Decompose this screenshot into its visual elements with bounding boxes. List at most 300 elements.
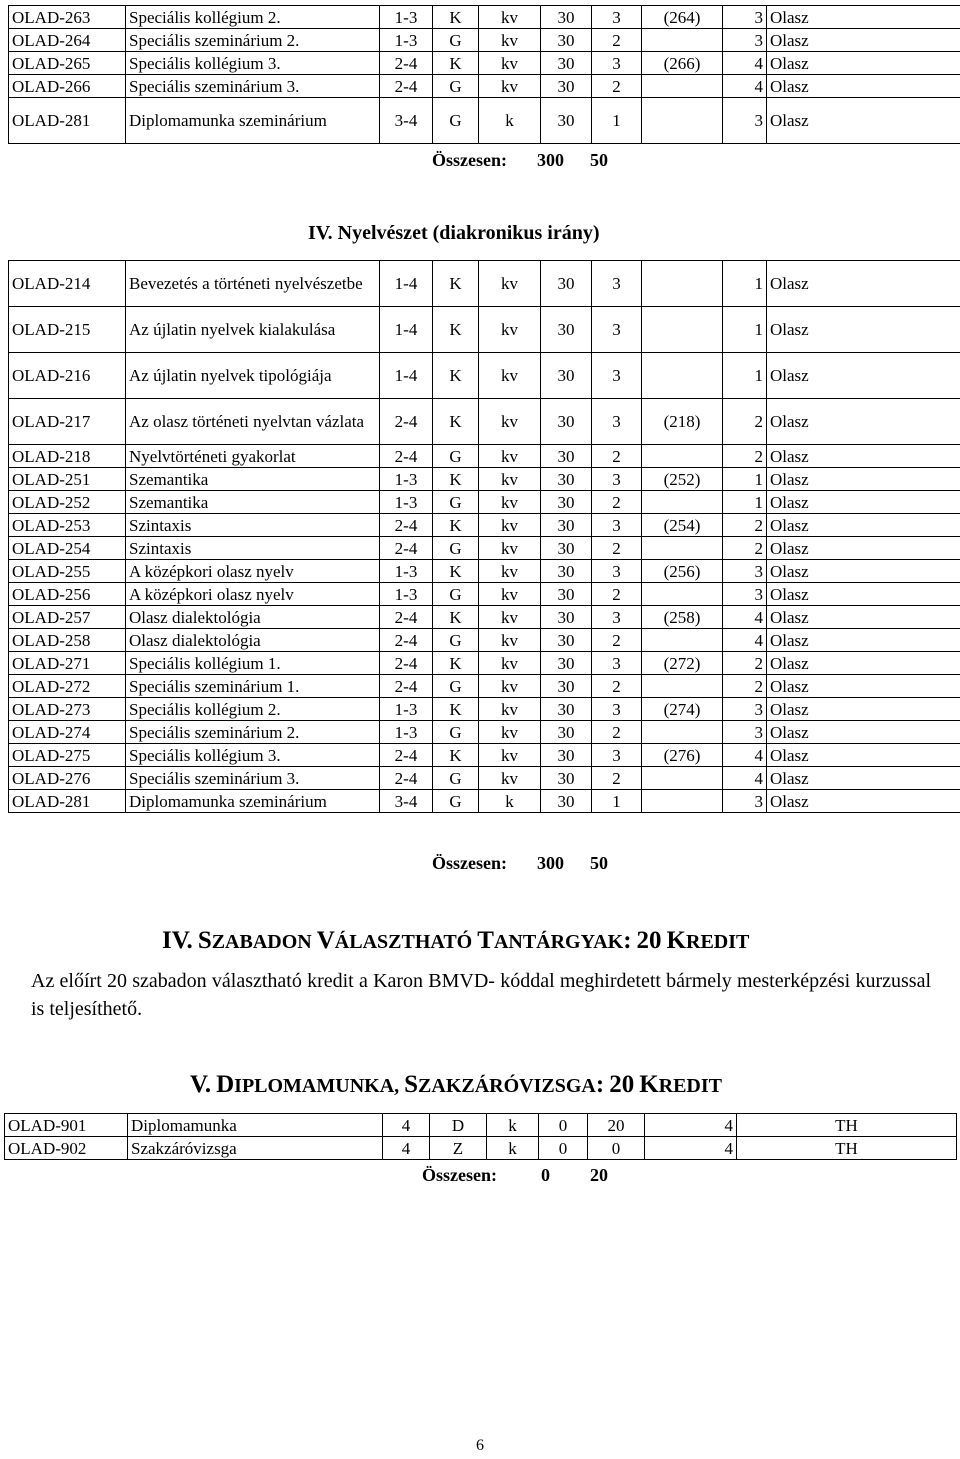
recommended-semester: 3: [723, 6, 767, 29]
credit: 3: [592, 744, 642, 767]
hours: 30: [541, 29, 592, 52]
hours: 30: [541, 98, 592, 144]
prerequisite: [642, 491, 723, 514]
hours: 30: [541, 790, 592, 813]
course-code: OLAD-266: [9, 75, 126, 98]
semester: 1-4: [380, 261, 433, 307]
total-label: Összesen:: [432, 150, 507, 170]
hours: 30: [541, 445, 592, 468]
table-row: [9, 698, 960, 721]
course-name: Az olasz történeti nyelvtan vázlata: [126, 399, 380, 445]
course-name: Speciális szeminárium 1.: [126, 675, 380, 698]
prerequisite: (254): [642, 514, 723, 537]
language: Olasz: [767, 399, 960, 445]
language: Olasz: [767, 52, 960, 75]
language: Olasz: [767, 6, 960, 29]
recommended-semester: 1: [723, 468, 767, 491]
semester: 1-3: [380, 583, 433, 606]
title-rest: ZABADON: [211, 931, 317, 953]
elective-paragraph: Az előírt 20 szabadon választható kredit a Karon BMVD- kóddal meghirdetett bármely mesterképzési kurzussal is teljesíthető.: [31, 970, 931, 1020]
table-row: [9, 307, 960, 353]
course-name: Az újlatin nyelvek kialakulása: [126, 307, 380, 353]
credit: 0: [588, 1137, 645, 1160]
section-v-heading: [190, 1071, 722, 1099]
evaluation: kv: [479, 560, 541, 583]
course-name: Diplomamunka: [128, 1114, 383, 1137]
course-code: OLAD-264: [9, 29, 126, 52]
prerequisite: [642, 307, 723, 353]
semester: 2-4: [380, 606, 433, 629]
prerequisite: [642, 790, 723, 813]
course-type: G: [433, 491, 479, 514]
table-row: [5, 1137, 957, 1160]
title-rest: IPLOMAMUNKA: [234, 1075, 395, 1097]
course-type: K: [433, 744, 479, 767]
course-code: OLAD-274: [9, 721, 126, 744]
course-code: OLAD-256: [9, 583, 126, 606]
evaluation: kv: [479, 491, 541, 514]
semester: 1-3: [380, 468, 433, 491]
section-iv-heading: [162, 927, 749, 955]
recommended-semester: 4: [723, 629, 767, 652]
language: Olasz: [767, 767, 960, 790]
semester: 2-4: [380, 399, 433, 445]
credit: 3: [592, 353, 642, 399]
course-name: A középkori olasz nyelv: [126, 583, 380, 606]
language: Olasz: [767, 307, 960, 353]
course-name: Diplomamunka szeminárium: [126, 790, 380, 813]
credit-count: 20: [609, 1071, 635, 1098]
table-row: [9, 652, 960, 675]
title-initial: K: [666, 927, 686, 954]
evaluation: kv: [479, 29, 541, 52]
prerequisite: [642, 675, 723, 698]
evaluation: k: [487, 1114, 539, 1137]
table-row: [9, 583, 960, 606]
course-name: Szakzáróvizsga: [128, 1137, 383, 1160]
top-course-table: [8, 5, 960, 144]
language: Olasz: [767, 468, 960, 491]
title-initial: V: [316, 927, 335, 954]
recommended-semester: 3: [723, 790, 767, 813]
course-code: OLAD-218: [9, 445, 126, 468]
course-code: OLAD-272: [9, 675, 126, 698]
language: Olasz: [767, 629, 960, 652]
credit: 1: [592, 790, 642, 813]
title-rest: ANTÁRGYAK: [493, 931, 624, 953]
title-rest: ,: [394, 1075, 405, 1097]
table-row: [9, 468, 960, 491]
course-code: OLAD-902: [5, 1137, 128, 1160]
evaluation: k: [479, 790, 541, 813]
table-row: [9, 98, 960, 144]
evaluation: k: [479, 98, 541, 144]
prerequisite: (266): [642, 52, 723, 75]
diploma-table: [4, 1113, 957, 1160]
language: Olasz: [767, 790, 960, 813]
table-row: [9, 744, 960, 767]
course-name: Bevezetés a történeti nyelvészetbe: [126, 261, 380, 307]
course-type: G: [433, 537, 479, 560]
table-row: [9, 75, 960, 98]
course-name: Speciális kollégium 1.: [126, 652, 380, 675]
prerequisite: (274): [642, 698, 723, 721]
hours: 30: [541, 514, 592, 537]
course-type: K: [433, 399, 479, 445]
total-credit: 20: [590, 1165, 608, 1185]
credit: 2: [592, 75, 642, 98]
title-initial: K: [639, 1071, 659, 1098]
evaluation: kv: [479, 698, 541, 721]
course-code: OLAD-276: [9, 767, 126, 790]
title-rest: REDIT: [658, 1075, 722, 1097]
table-row: [9, 537, 960, 560]
hours: 30: [541, 560, 592, 583]
language: Olasz: [767, 29, 960, 52]
recommended-semester: 3: [723, 583, 767, 606]
course-code: OLAD-215: [9, 307, 126, 353]
total-label: Összesen:: [422, 1165, 497, 1185]
credit: 2: [592, 629, 642, 652]
course-code: OLAD-281: [9, 98, 126, 144]
hours: 30: [541, 583, 592, 606]
semester: 2-4: [380, 675, 433, 698]
recommended-semester: 2: [723, 537, 767, 560]
course-code: OLAD-251: [9, 468, 126, 491]
prerequisite: [642, 75, 723, 98]
semester: 1-3: [380, 6, 433, 29]
prerequisite: (272): [642, 652, 723, 675]
semester: 1-3: [380, 698, 433, 721]
recommended-semester: 1: [723, 491, 767, 514]
hours: 30: [541, 353, 592, 399]
course-type: K: [433, 560, 479, 583]
prerequisite: (256): [642, 560, 723, 583]
credit: 2: [592, 491, 642, 514]
title-rest: ZAKZÁRÓVIZSGA: [418, 1075, 596, 1097]
hours: 30: [541, 75, 592, 98]
language: Olasz: [767, 98, 960, 144]
course-type: K: [433, 353, 479, 399]
course-name: Speciális kollégium 2.: [126, 698, 380, 721]
course-name: Olasz dialektológia: [126, 606, 380, 629]
semester: 2-4: [380, 52, 433, 75]
title-initial: S: [404, 1071, 419, 1098]
recommended-semester: 1: [723, 353, 767, 399]
evaluation: k: [487, 1137, 539, 1160]
course-name: Speciális szeminárium 2.: [126, 721, 380, 744]
course-type: G: [433, 790, 479, 813]
course-code: OLAD-901: [5, 1114, 128, 1137]
course-name: Nyelvtörténeti gyakorlat: [126, 445, 380, 468]
credit: 3: [592, 560, 642, 583]
language: Olasz: [767, 514, 960, 537]
table-row: [9, 6, 960, 29]
credit: 2: [592, 445, 642, 468]
credit: 2: [592, 29, 642, 52]
prerequisite: [642, 629, 723, 652]
course-code: OLAD-214: [9, 261, 126, 307]
course-type: G: [433, 629, 479, 652]
language: Olasz: [767, 606, 960, 629]
evaluation: kv: [479, 583, 541, 606]
total-hours: 300: [537, 853, 564, 873]
evaluation: kv: [479, 721, 541, 744]
hours: 30: [541, 491, 592, 514]
credit: 3: [592, 399, 642, 445]
course-code: OLAD-281: [9, 790, 126, 813]
recommended-semester: 3: [723, 560, 767, 583]
credit: 3: [592, 606, 642, 629]
semester: 4: [383, 1114, 430, 1137]
title-rest: ÁLASZTHATÓ: [334, 931, 478, 953]
table-row: [9, 560, 960, 583]
course-type: G: [433, 445, 479, 468]
title-colon: :: [623, 927, 632, 954]
table-row: [9, 767, 960, 790]
recommended-semester: 4: [723, 75, 767, 98]
course-code: OLAD-257: [9, 606, 126, 629]
table-row: [9, 491, 960, 514]
total-hours: 300: [537, 150, 564, 170]
table-row: [9, 629, 960, 652]
course-type: G: [433, 583, 479, 606]
course-type: K: [433, 6, 479, 29]
evaluation: kv: [479, 468, 541, 491]
table-row: [9, 445, 960, 468]
evaluation: kv: [479, 537, 541, 560]
evaluation: kv: [479, 445, 541, 468]
language: TH: [737, 1137, 957, 1160]
language: Olasz: [767, 261, 960, 307]
course-name: Speciális szeminárium 3.: [126, 75, 380, 98]
credit: 20: [588, 1114, 645, 1137]
language: Olasz: [767, 583, 960, 606]
semester: 2-4: [380, 744, 433, 767]
prerequisite: [642, 721, 723, 744]
course-type: G: [433, 675, 479, 698]
semester: 3-4: [380, 98, 433, 144]
recommended-semester: 1: [723, 307, 767, 353]
title-colon: :: [595, 1071, 605, 1098]
table-row: [9, 353, 960, 399]
hours: 30: [541, 537, 592, 560]
table-row: [9, 52, 960, 75]
credit: 3: [592, 514, 642, 537]
credit: 3: [592, 52, 642, 75]
credit-count: 20: [636, 927, 662, 954]
course-type: Z: [430, 1137, 487, 1160]
recommended-semester: 4: [723, 767, 767, 790]
course-code: OLAD-271: [9, 652, 126, 675]
course-code: OLAD-255: [9, 560, 126, 583]
course-code: OLAD-275: [9, 744, 126, 767]
course-name: Olasz dialektológia: [126, 629, 380, 652]
language: Olasz: [767, 675, 960, 698]
credit: 3: [592, 261, 642, 307]
language: TH: [737, 1114, 957, 1137]
hours: 30: [541, 698, 592, 721]
credit: 1: [592, 98, 642, 144]
title-initial: S: [197, 927, 212, 954]
language: Olasz: [767, 698, 960, 721]
language: Olasz: [767, 744, 960, 767]
recommended-semester: 4: [723, 52, 767, 75]
course-name: Speciális szeminárium 2.: [126, 29, 380, 52]
total-hours: 0: [541, 1165, 550, 1185]
prerequisite: [642, 261, 723, 307]
table-row: [9, 675, 960, 698]
table-row: [9, 606, 960, 629]
evaluation: kv: [479, 52, 541, 75]
course-type: K: [433, 261, 479, 307]
hours: 0: [539, 1137, 588, 1160]
prerequisite: (276): [642, 744, 723, 767]
table-row: [9, 514, 960, 537]
course-name: Szintaxis: [126, 514, 380, 537]
course-type: D: [430, 1114, 487, 1137]
hours: 30: [541, 744, 592, 767]
credit: 2: [592, 583, 642, 606]
subsection-title: IV. Nyelvészet (diakronikus irány): [308, 222, 600, 244]
semester: 2-4: [380, 445, 433, 468]
semester: 3-4: [380, 790, 433, 813]
prerequisite: [642, 29, 723, 52]
prerequisite: (264): [642, 6, 723, 29]
course-type: K: [433, 698, 479, 721]
credit: 3: [592, 698, 642, 721]
course-type: G: [433, 721, 479, 744]
recommended-semester: 2: [723, 445, 767, 468]
hours: 30: [541, 468, 592, 491]
recommended-semester: 3: [723, 29, 767, 52]
course-type: G: [433, 98, 479, 144]
title-rest: REDIT: [686, 931, 750, 953]
evaluation: kv: [479, 652, 541, 675]
hours: 0: [539, 1114, 588, 1137]
table-row: [9, 261, 960, 307]
prerequisite: [642, 583, 723, 606]
language: Olasz: [767, 537, 960, 560]
recommended-semester: 2: [723, 514, 767, 537]
credit: 2: [592, 767, 642, 790]
course-name: Szemantika: [126, 491, 380, 514]
evaluation: kv: [479, 629, 541, 652]
course-code: OLAD-252: [9, 491, 126, 514]
total-credit: 50: [590, 853, 608, 873]
recommended-semester: 1: [723, 261, 767, 307]
evaluation: kv: [479, 75, 541, 98]
prerequisite: [642, 353, 723, 399]
main-table-total: [0, 853, 960, 877]
section-number: V.: [190, 1071, 212, 1098]
language: Olasz: [767, 652, 960, 675]
page-number: 6: [476, 1437, 484, 1454]
language: Olasz: [767, 445, 960, 468]
recommended-semester: 4: [645, 1137, 737, 1160]
semester: 2-4: [380, 537, 433, 560]
evaluation: kv: [479, 399, 541, 445]
evaluation: kv: [479, 606, 541, 629]
course-type: K: [433, 52, 479, 75]
evaluation: kv: [479, 6, 541, 29]
course-type: G: [433, 75, 479, 98]
course-name: Szintaxis: [126, 537, 380, 560]
hours: 30: [541, 629, 592, 652]
title-initial: D: [216, 1071, 235, 1098]
recommended-semester: 2: [723, 652, 767, 675]
table-row: [9, 790, 960, 813]
semester: 1-3: [380, 721, 433, 744]
course-code: OLAD-254: [9, 537, 126, 560]
recommended-semester: 3: [723, 721, 767, 744]
hours: 30: [541, 652, 592, 675]
course-type: K: [433, 468, 479, 491]
evaluation: kv: [479, 514, 541, 537]
main-course-table: [8, 260, 960, 813]
prerequisite: [642, 445, 723, 468]
course-name: Speciális szeminárium 3.: [126, 767, 380, 790]
hours: 30: [541, 675, 592, 698]
credit: 3: [592, 307, 642, 353]
course-code: OLAD-258: [9, 629, 126, 652]
prerequisite: (258): [642, 606, 723, 629]
language: Olasz: [767, 75, 960, 98]
table-row: [9, 29, 960, 52]
prerequisite: [642, 767, 723, 790]
semester: 1-4: [380, 307, 433, 353]
course-name: Speciális kollégium 3.: [126, 52, 380, 75]
hours: 30: [541, 6, 592, 29]
table-row: [9, 721, 960, 744]
semester: 2-4: [380, 652, 433, 675]
recommended-semester: 4: [723, 606, 767, 629]
recommended-semester: 3: [723, 698, 767, 721]
course-code: OLAD-217: [9, 399, 126, 445]
credit: 3: [592, 468, 642, 491]
total-label: Összesen:: [432, 853, 507, 873]
recommended-semester: 4: [723, 744, 767, 767]
course-code: OLAD-253: [9, 514, 126, 537]
prerequisite: (252): [642, 468, 723, 491]
course-code: OLAD-273: [9, 698, 126, 721]
course-name: Az újlatin nyelvek tipológiája: [126, 353, 380, 399]
credit: 3: [592, 6, 642, 29]
section-number: IV.: [162, 927, 193, 954]
course-name: A középkori olasz nyelv: [126, 560, 380, 583]
semester: 1-3: [380, 491, 433, 514]
recommended-semester: 3: [723, 98, 767, 144]
evaluation: kv: [479, 353, 541, 399]
semester: 2-4: [380, 75, 433, 98]
course-type: G: [433, 767, 479, 790]
evaluation: kv: [479, 307, 541, 353]
semester: 2-4: [380, 514, 433, 537]
course-name: Speciális kollégium 2.: [126, 6, 380, 29]
language: Olasz: [767, 560, 960, 583]
course-type: K: [433, 606, 479, 629]
course-type: K: [433, 652, 479, 675]
hours: 30: [541, 606, 592, 629]
semester: 2-4: [380, 629, 433, 652]
credit: 2: [592, 675, 642, 698]
evaluation: kv: [479, 261, 541, 307]
hours: 30: [541, 767, 592, 790]
recommended-semester: 2: [723, 675, 767, 698]
course-code: OLAD-263: [9, 6, 126, 29]
hours: 30: [541, 52, 592, 75]
prerequisite: [642, 537, 723, 560]
